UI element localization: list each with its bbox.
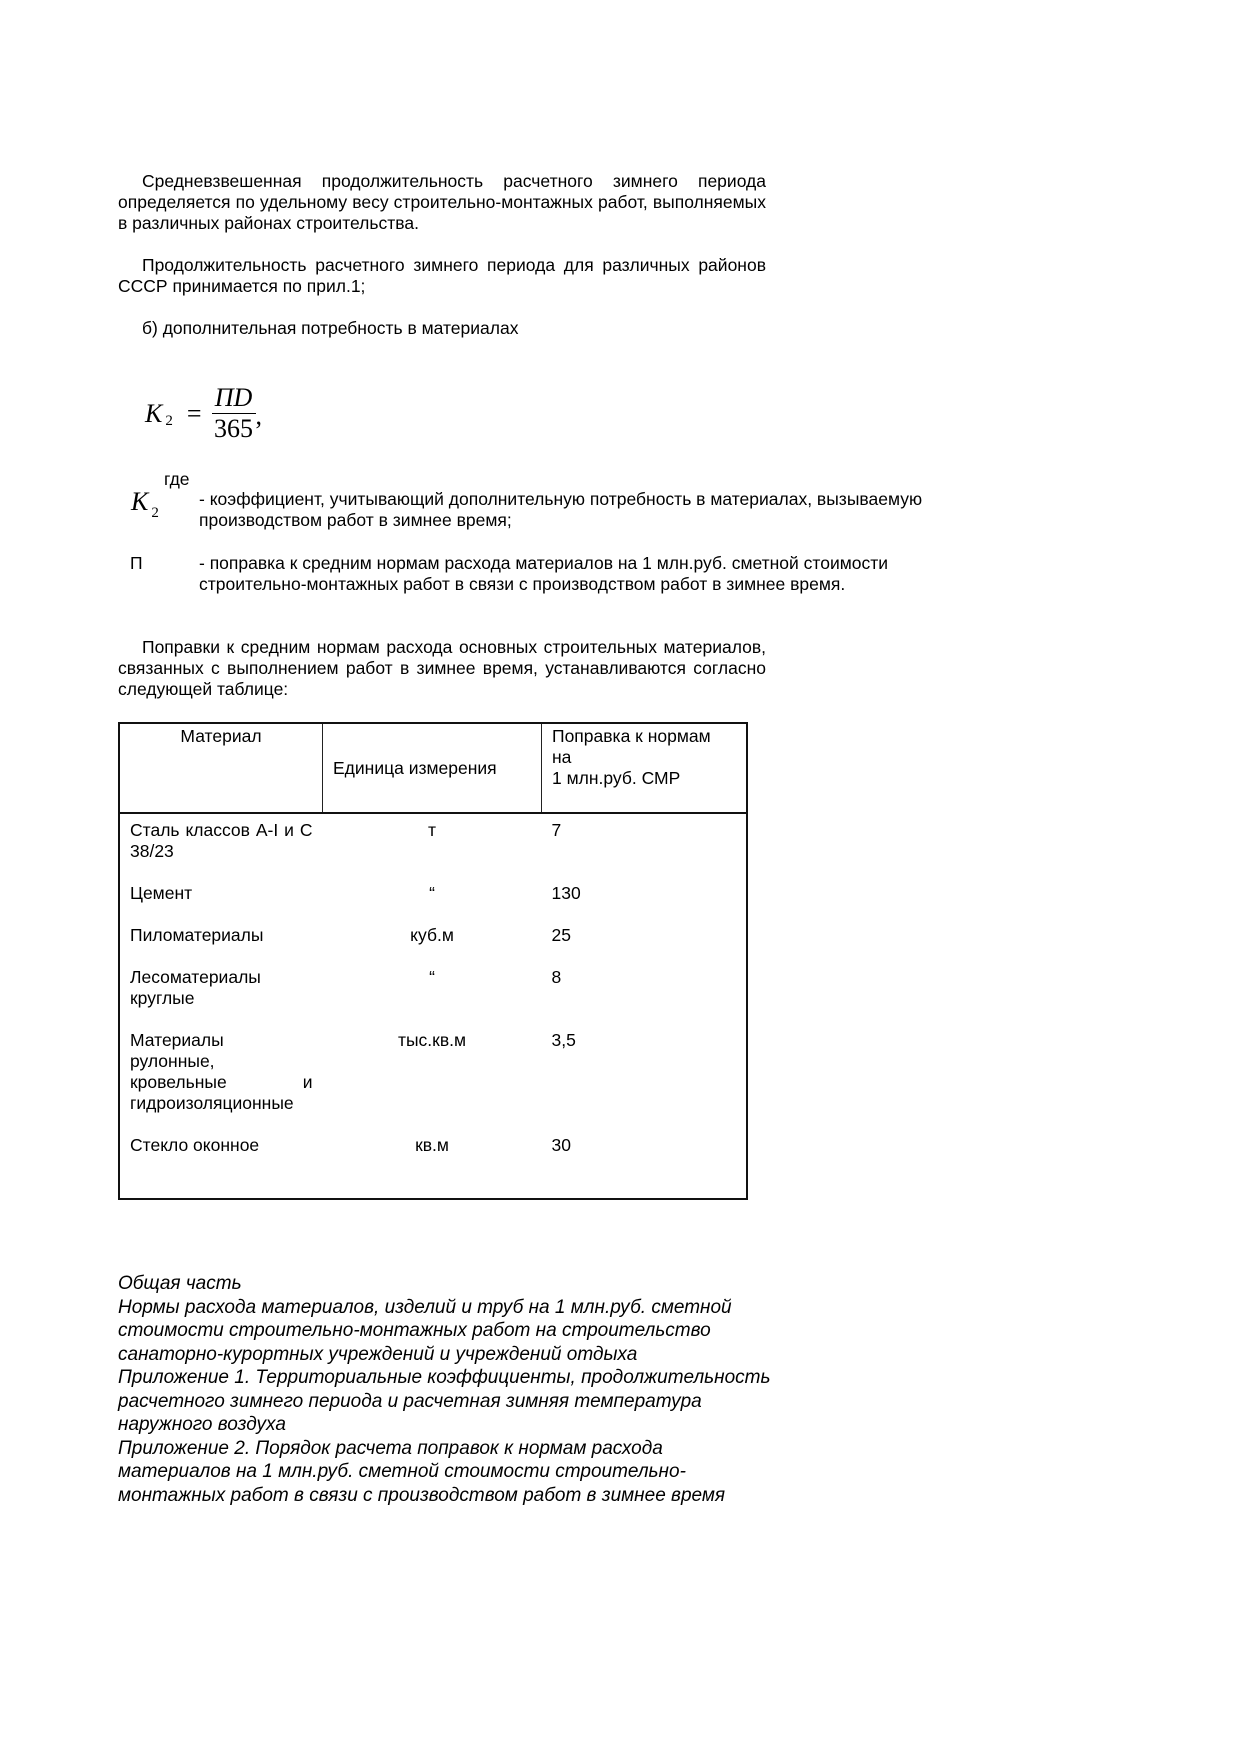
link-material-norms[interactable]: Нормы расхода материалов, изделий и труб на 1 млн.руб. сметной стоимости строительно-монтажных работ на строительство санаторно-курортных учреждений и учреждений отдыха	[118, 1296, 732, 1365]
table-header-row	[119, 723, 747, 813]
table-row	[119, 967, 747, 1030]
header-material: Материал	[119, 723, 323, 813]
cell-unit: кв.м	[415, 1135, 449, 1155]
cell-unit: куб.м	[410, 925, 454, 945]
formula-denominator: 365	[214, 414, 254, 443]
where-label: где	[164, 469, 190, 489]
materials-correction-table	[118, 722, 748, 1200]
paragraph-additional-materials: б) дополнительная потребность в материалах	[142, 318, 519, 338]
header-unit: Единица измерения	[323, 723, 542, 813]
cell-material: Сталь классов А-I и С 38/23	[130, 820, 313, 861]
table-row	[119, 1030, 747, 1135]
table-row	[119, 925, 747, 967]
definition-text-k2: - коэффициент, учитывающий дополнительную потребность в материалах, вызываемую производством работ в зимнее время;	[199, 489, 923, 530]
cell-value: 8	[551, 967, 562, 987]
definition-symbol-p: П	[130, 553, 143, 573]
formula-comma: ,	[255, 400, 263, 430]
cell-unit: тыс.кв.м	[397, 1030, 467, 1050]
cell-unit: “	[429, 967, 435, 987]
link-appendix-2[interactable]: Приложение 2. Порядок расчета поправок к нормам расхода материалов на 1 млн.руб. сметной стоимости строительно-монтажных работ в связи с производством работ в зимнее время	[118, 1437, 726, 1506]
formula-lhs-subscript: 2	[165, 413, 173, 429]
paragraph-weighted-duration: Средневзвешенная продолжительность расчетного зимнего периода определяется по удельному весу строительно-монтажных работ, выполняемых в различных районах строительства.	[118, 171, 766, 233]
definition-text-p: - поправка к средним нормам расхода материалов на 1 млн.руб. сметной стоимости строительно-монтажных работ в связи с производством работ в зимнее время.	[199, 553, 889, 594]
paragraph-duration-regions: Продолжительность расчетного зимнего периода для различных районов СССР принимается по прил.1;	[118, 255, 766, 296]
cell-unit: т	[427, 820, 436, 840]
cell-material: Лесоматериалы круглые	[130, 967, 261, 1008]
link-appendix-1[interactable]: Приложение 1. Территориальные коэффициенты, продолжительность расчетного зимнего периода и расчетная зимняя температура наружного воздуха	[118, 1367, 771, 1435]
cell-value: 7	[551, 820, 562, 840]
link-general-part[interactable]: Общая часть	[118, 1273, 242, 1294]
cell-unit: “	[429, 883, 435, 903]
table-row	[119, 813, 747, 883]
header-correction: Поправка к нормам на 1 млн.руб. СМР	[542, 723, 748, 813]
table-row	[119, 1135, 747, 1199]
definition-symbol-k2: K $_2$	[131, 487, 159, 521]
paragraph-table-intro: Поправки к средним нормам расхода основных строительных материалов, связанных с выполнением работ в зимнее время, устанавливаются согласно следующей таблице:	[118, 637, 766, 699]
formula-k2	[145, 383, 262, 444]
formula-equals: =	[186, 398, 202, 428]
cell-value: 30	[551, 1135, 571, 1155]
cell-material: Пиломатериалы	[130, 925, 264, 945]
related-documents-list	[118, 1272, 778, 1507]
cell-material: Стекло оконное	[130, 1135, 260, 1155]
cell-material: Цемент	[130, 883, 193, 903]
formula-fraction	[212, 383, 256, 444]
formula-numerator: ПD	[214, 383, 253, 412]
cell-material: Материалы рулонные, кровельные и гидроизоляционные	[130, 1030, 313, 1113]
cell-value: 3,5	[551, 1030, 576, 1050]
cell-value: 130	[551, 883, 581, 903]
cell-value: 25	[551, 925, 571, 945]
formula-lhs: K	[145, 398, 163, 428]
table-row	[119, 883, 747, 925]
